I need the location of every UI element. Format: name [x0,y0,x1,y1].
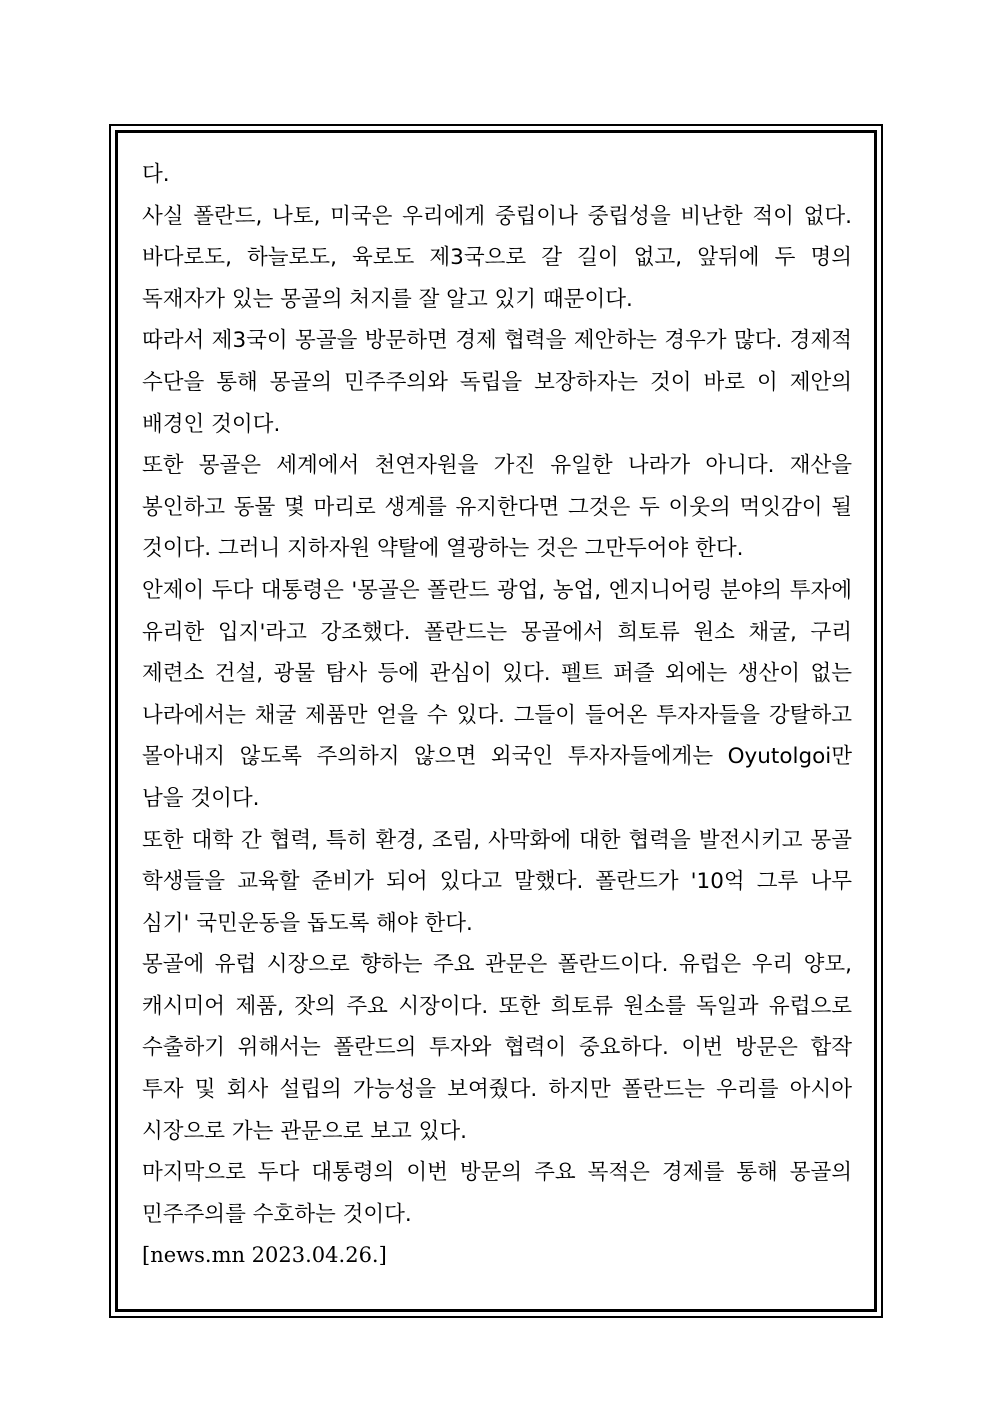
paragraph: 또한 대학 간 협력, 특히 환경, 조림, 사막화에 대한 협력을 발전시키고 몽골 학생들을 교육할 준비가 되어 있다고 말했다. 폴란드가 '10억 그루 나무 심기' 국민운동을 돕도록 해야 한다. [142,827,852,936]
paragraph: 몽골에 유럽 시장으로 향하는 주요 관문은 폴란드이다. 유럽은 우리 양모, 캐시미어 제품, 잣의 주요 시장이다. 또한 희토류 원소를 독일과 유럽으로 수출하기 위해서는 폴란드의 투자와 협력이 중요하다. 이번 방문은 합작 투자 및 회사 설립의 가능성을 보여줬다. 하지만 폴란드는 우리를 아시아 시장으로 가는 관문으로 보고 있다. [142,952,852,1144]
paragraph: 마지막으로 두다 대통령의 이번 방문의 주요 목적은 경제를 통해 몽골의 민주주의를 수호하는 것이다. [142,1160,852,1227]
paragraph: 또한 몽골은 세계에서 천연자원을 가진 유일한 나라가 아니다. 재산을 봉인하고 동물 몇 마리로 생계를 유지한다면 그것은 두 이웃의 먹잇감이 될 것이다. 그러니 지하자원 약탈에 열광하는 것은 그만두어야 한다. [142,453,852,562]
paragraph: 다. [142,162,170,187]
paragraph: 사실 폴란드, 나토, 미국은 우리에게 중립이나 중립성을 비난한 적이 없다. 바다로도, 하늘로도, 육로도 제3국으로 갈 길이 없고, 앞뒤에 두 명의 독재자가 있는 몽골의 처지를 잘 알고 있기 때문이다. [142,203,852,312]
paragraph: 따라서 제3국이 몽골을 방문하면 경제 협력을 제안하는 경우가 많다. 경제적 수단을 통해 몽골의 민주주의와 독립을 보장하자는 것이 바로 이 제안의 배경인 것이다. [142,328,852,437]
paragraph: 안제이 두다 대통령은 '몽골은 폴란드 광업, 농업, 엔지니어링 분야의 투자에 유리한 입지'라고 강조했다. 폴란드는 몽골에서 희토류 원소 채굴, 구리 제련소 건설, 광물 탐사 등에 관심이 있다. 펠트 퍼즐 외에는 생산이 없는 나라에서는 채굴 제품만 얻을 수 있다. 그들이 들어온 투자자들을 강탈하고 몰아내지 않도록 주의하지 않으면 외국인 투자자들에게는 Oyutolgoi만 남을 것이다. [142,577,852,811]
source-citation: [news.mn 2023.04.26.] [142,1243,387,1268]
article-body [142,154,852,1277]
